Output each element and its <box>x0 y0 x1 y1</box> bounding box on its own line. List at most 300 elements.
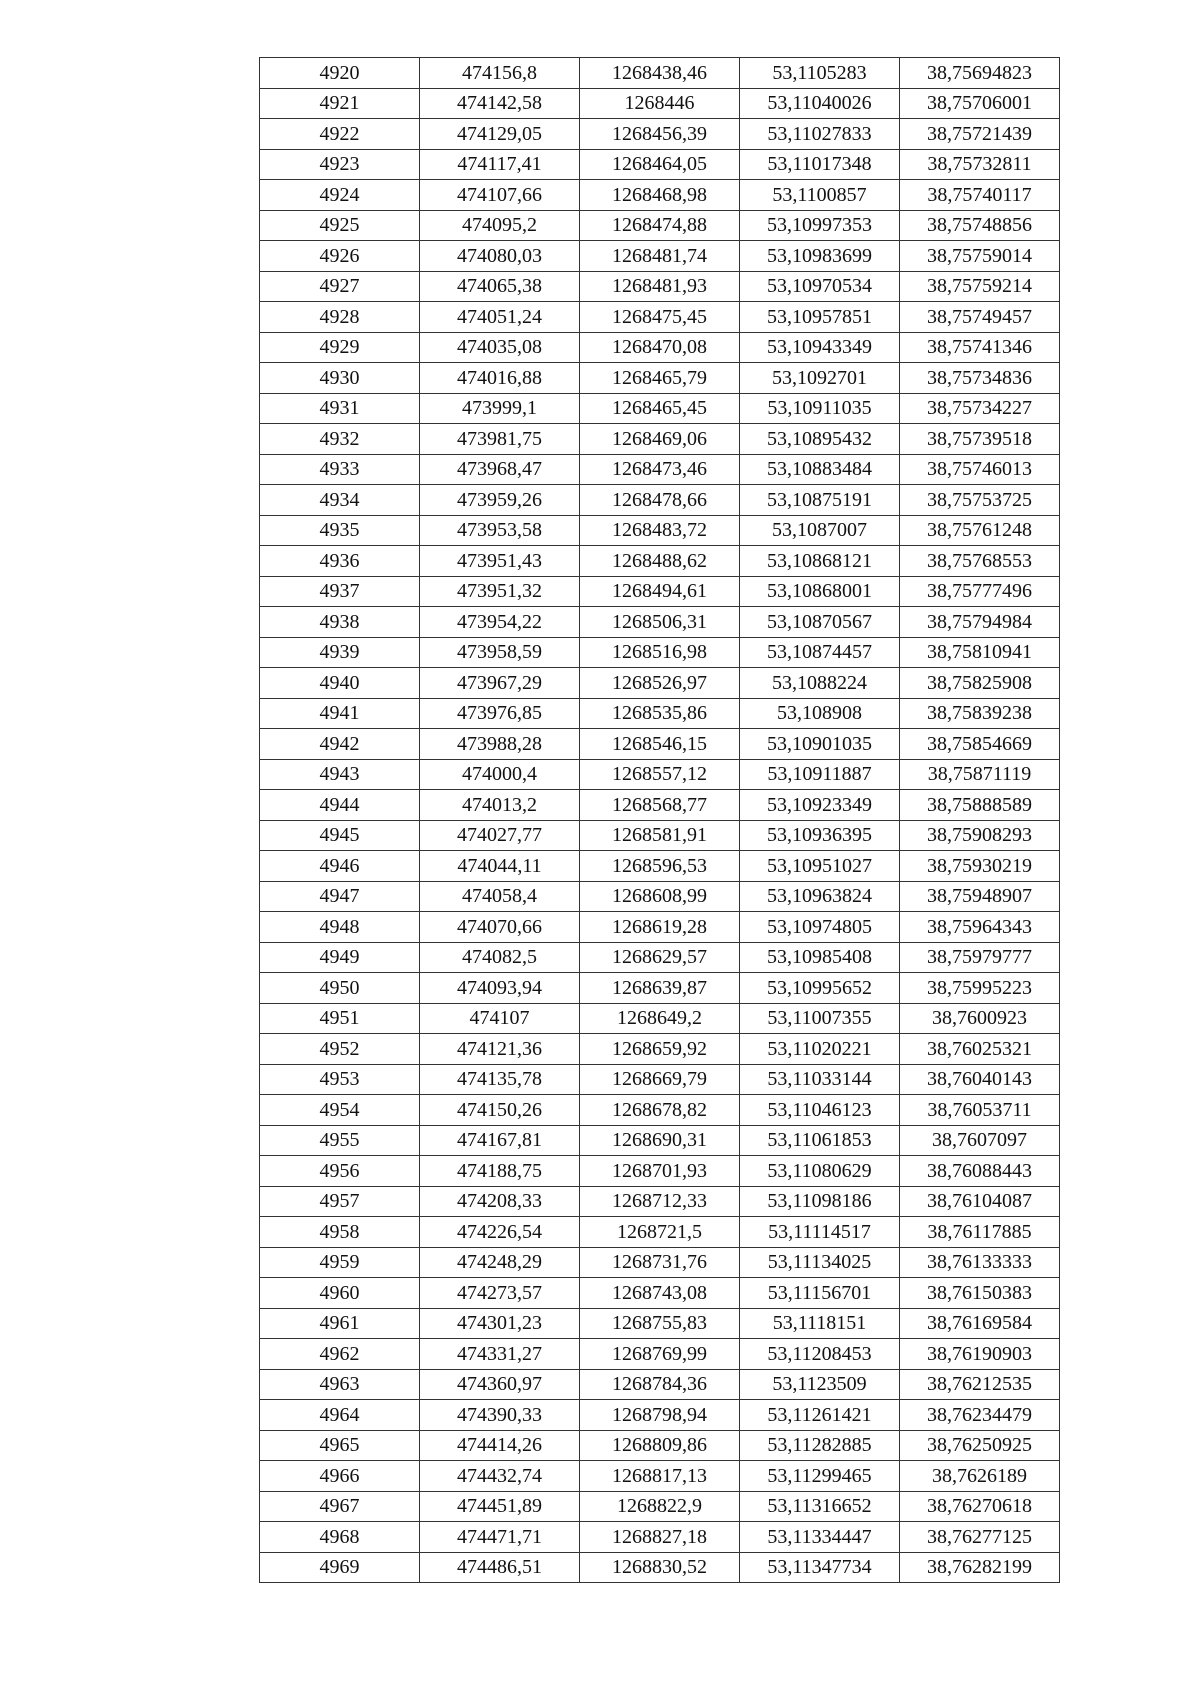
point-number-cell: 4965 <box>260 1430 420 1461</box>
y-coordinate-cell: 1268619,28 <box>580 912 740 943</box>
point-number-cell: 4944 <box>260 790 420 821</box>
x-coordinate-cell: 474095,2 <box>420 210 580 241</box>
longitude-cell: 38,76190903 <box>900 1339 1060 1370</box>
table-row <box>260 881 1060 912</box>
y-coordinate-cell: 1268568,77 <box>580 790 740 821</box>
x-coordinate-cell: 474082,5 <box>420 942 580 973</box>
x-coordinate-cell: 474414,26 <box>420 1430 580 1461</box>
x-coordinate-cell: 473954,22 <box>420 607 580 638</box>
y-coordinate-cell: 1268456,39 <box>580 119 740 150</box>
y-coordinate-cell: 1268784,36 <box>580 1369 740 1400</box>
latitude-cell: 53,10870567 <box>740 607 900 638</box>
y-coordinate-cell: 1268474,88 <box>580 210 740 241</box>
x-coordinate-cell: 473951,43 <box>420 546 580 577</box>
table-row <box>260 332 1060 363</box>
latitude-cell: 53,11046123 <box>740 1095 900 1126</box>
x-coordinate-cell: 474013,2 <box>420 790 580 821</box>
y-coordinate-cell: 1268822,9 <box>580 1491 740 1522</box>
y-coordinate-cell: 1268469,06 <box>580 424 740 455</box>
coordinates-table <box>259 57 1060 1583</box>
x-coordinate-cell: 474208,33 <box>420 1186 580 1217</box>
x-coordinate-cell: 474135,78 <box>420 1064 580 1095</box>
longitude-cell: 38,76282199 <box>900 1552 1060 1583</box>
y-coordinate-cell: 1268731,76 <box>580 1247 740 1278</box>
point-number-cell: 4925 <box>260 210 420 241</box>
table-row <box>260 1278 1060 1309</box>
y-coordinate-cell: 1268488,62 <box>580 546 740 577</box>
latitude-cell: 53,10911035 <box>740 393 900 424</box>
x-coordinate-cell: 474142,58 <box>420 88 580 119</box>
point-number-cell: 4945 <box>260 820 420 851</box>
table-row <box>260 424 1060 455</box>
longitude-cell: 38,75721439 <box>900 119 1060 150</box>
longitude-cell: 38,76088443 <box>900 1156 1060 1187</box>
table-row <box>260 1552 1060 1583</box>
longitude-cell: 38,76150383 <box>900 1278 1060 1309</box>
latitude-cell: 53,11061853 <box>740 1125 900 1156</box>
latitude-cell: 53,1092701 <box>740 363 900 394</box>
point-number-cell: 4951 <box>260 1003 420 1034</box>
longitude-cell: 38,75732811 <box>900 149 1060 180</box>
longitude-cell: 38,75888589 <box>900 790 1060 821</box>
longitude-cell: 38,75854669 <box>900 729 1060 760</box>
table-row <box>260 88 1060 119</box>
y-coordinate-cell: 1268769,99 <box>580 1339 740 1370</box>
y-coordinate-cell: 1268830,52 <box>580 1552 740 1583</box>
point-number-cell: 4929 <box>260 332 420 363</box>
table-row <box>260 485 1060 516</box>
table-row <box>260 1339 1060 1370</box>
latitude-cell: 53,10868001 <box>740 576 900 607</box>
longitude-cell: 38,76250925 <box>900 1430 1060 1461</box>
point-number-cell: 4962 <box>260 1339 420 1370</box>
longitude-cell: 38,75734227 <box>900 393 1060 424</box>
point-number-cell: 4931 <box>260 393 420 424</box>
latitude-cell: 53,11007355 <box>740 1003 900 1034</box>
latitude-cell: 53,10943349 <box>740 332 900 363</box>
x-coordinate-cell: 474156,8 <box>420 58 580 89</box>
latitude-cell: 53,11208453 <box>740 1339 900 1370</box>
point-number-cell: 4966 <box>260 1461 420 1492</box>
table-row <box>260 851 1060 882</box>
latitude-cell: 53,11347734 <box>740 1552 900 1583</box>
x-coordinate-cell: 474432,74 <box>420 1461 580 1492</box>
y-coordinate-cell: 1268465,45 <box>580 393 740 424</box>
latitude-cell: 53,10995652 <box>740 973 900 1004</box>
x-coordinate-cell: 474107,66 <box>420 180 580 211</box>
latitude-cell: 53,11261421 <box>740 1400 900 1431</box>
longitude-cell: 38,75964343 <box>900 912 1060 943</box>
table-row <box>260 454 1060 485</box>
table-row <box>260 1491 1060 1522</box>
table-row <box>260 668 1060 699</box>
longitude-cell: 38,75979777 <box>900 942 1060 973</box>
longitude-cell: 38,7607097 <box>900 1125 1060 1156</box>
x-coordinate-cell: 474016,88 <box>420 363 580 394</box>
point-number-cell: 4949 <box>260 942 420 973</box>
latitude-cell: 53,1087007 <box>740 515 900 546</box>
latitude-cell: 53,10957851 <box>740 302 900 333</box>
point-number-cell: 4927 <box>260 271 420 302</box>
y-coordinate-cell: 1268546,15 <box>580 729 740 760</box>
table-row <box>260 607 1060 638</box>
y-coordinate-cell: 1268506,31 <box>580 607 740 638</box>
table-row <box>260 1247 1060 1278</box>
y-coordinate-cell: 1268494,61 <box>580 576 740 607</box>
longitude-cell: 38,76053711 <box>900 1095 1060 1126</box>
table-row <box>260 698 1060 729</box>
x-coordinate-cell: 474117,41 <box>420 149 580 180</box>
x-coordinate-cell: 474121,36 <box>420 1034 580 1065</box>
y-coordinate-cell: 1268478,66 <box>580 485 740 516</box>
longitude-cell: 38,75759014 <box>900 241 1060 272</box>
latitude-cell: 53,11080629 <box>740 1156 900 1187</box>
longitude-cell: 38,75839238 <box>900 698 1060 729</box>
latitude-cell: 53,10985408 <box>740 942 900 973</box>
y-coordinate-cell: 1268743,08 <box>580 1278 740 1309</box>
table-row <box>260 210 1060 241</box>
point-number-cell: 4939 <box>260 637 420 668</box>
point-number-cell: 4957 <box>260 1186 420 1217</box>
y-coordinate-cell: 1268809,86 <box>580 1430 740 1461</box>
point-number-cell: 4935 <box>260 515 420 546</box>
table-row <box>260 759 1060 790</box>
latitude-cell: 53,11040026 <box>740 88 900 119</box>
table-row <box>260 576 1060 607</box>
y-coordinate-cell: 1268446 <box>580 88 740 119</box>
x-coordinate-cell: 474027,77 <box>420 820 580 851</box>
latitude-cell: 53,11020221 <box>740 1034 900 1065</box>
y-coordinate-cell: 1268669,79 <box>580 1064 740 1095</box>
x-coordinate-cell: 473976,85 <box>420 698 580 729</box>
x-coordinate-cell: 474035,08 <box>420 332 580 363</box>
y-coordinate-cell: 1268798,94 <box>580 1400 740 1431</box>
latitude-cell: 53,11316652 <box>740 1491 900 1522</box>
x-coordinate-cell: 474188,75 <box>420 1156 580 1187</box>
longitude-cell: 38,75995223 <box>900 973 1060 1004</box>
x-coordinate-cell: 474486,51 <box>420 1552 580 1583</box>
point-number-cell: 4928 <box>260 302 420 333</box>
point-number-cell: 4932 <box>260 424 420 455</box>
longitude-cell: 38,7626189 <box>900 1461 1060 1492</box>
table-row <box>260 637 1060 668</box>
point-number-cell: 4950 <box>260 973 420 1004</box>
longitude-cell: 38,75794984 <box>900 607 1060 638</box>
y-coordinate-cell: 1268470,08 <box>580 332 740 363</box>
point-number-cell: 4947 <box>260 881 420 912</box>
point-number-cell: 4936 <box>260 546 420 577</box>
table-row <box>260 1186 1060 1217</box>
longitude-cell: 38,75753725 <box>900 485 1060 516</box>
point-number-cell: 4960 <box>260 1278 420 1309</box>
y-coordinate-cell: 1268468,98 <box>580 180 740 211</box>
x-coordinate-cell: 474044,11 <box>420 851 580 882</box>
table-row <box>260 1125 1060 1156</box>
y-coordinate-cell: 1268473,46 <box>580 454 740 485</box>
table-row <box>260 1156 1060 1187</box>
x-coordinate-cell: 473967,29 <box>420 668 580 699</box>
longitude-cell: 38,75706001 <box>900 88 1060 119</box>
longitude-cell: 38,75930219 <box>900 851 1060 882</box>
point-number-cell: 4964 <box>260 1400 420 1431</box>
y-coordinate-cell: 1268827,18 <box>580 1522 740 1553</box>
latitude-cell: 53,10970534 <box>740 271 900 302</box>
table-row <box>260 1430 1060 1461</box>
table-row <box>260 790 1060 821</box>
point-number-cell: 4941 <box>260 698 420 729</box>
y-coordinate-cell: 1268659,92 <box>580 1034 740 1065</box>
point-number-cell: 4933 <box>260 454 420 485</box>
longitude-cell: 38,75777496 <box>900 576 1060 607</box>
point-number-cell: 4948 <box>260 912 420 943</box>
table-row <box>260 1461 1060 1492</box>
x-coordinate-cell: 473999,1 <box>420 393 580 424</box>
point-number-cell: 4922 <box>260 119 420 150</box>
y-coordinate-cell: 1268535,86 <box>580 698 740 729</box>
x-coordinate-cell: 473959,26 <box>420 485 580 516</box>
x-coordinate-cell: 474129,05 <box>420 119 580 150</box>
longitude-cell: 38,75734836 <box>900 363 1060 394</box>
y-coordinate-cell: 1268701,93 <box>580 1156 740 1187</box>
latitude-cell: 53,11114517 <box>740 1217 900 1248</box>
y-coordinate-cell: 1268690,31 <box>580 1125 740 1156</box>
table-row <box>260 515 1060 546</box>
x-coordinate-cell: 474080,03 <box>420 241 580 272</box>
table-row <box>260 1034 1060 1065</box>
point-number-cell: 4946 <box>260 851 420 882</box>
latitude-cell: 53,10868121 <box>740 546 900 577</box>
longitude-cell: 38,76040143 <box>900 1064 1060 1095</box>
longitude-cell: 38,75740117 <box>900 180 1060 211</box>
latitude-cell: 53,11134025 <box>740 1247 900 1278</box>
y-coordinate-cell: 1268639,87 <box>580 973 740 1004</box>
table-row <box>260 1095 1060 1126</box>
latitude-cell: 53,11282885 <box>740 1430 900 1461</box>
point-number-cell: 4958 <box>260 1217 420 1248</box>
table-row <box>260 1522 1060 1553</box>
x-coordinate-cell: 474360,97 <box>420 1369 580 1400</box>
longitude-cell: 38,76117885 <box>900 1217 1060 1248</box>
longitude-cell: 38,76270618 <box>900 1491 1060 1522</box>
x-coordinate-cell: 474107 <box>420 1003 580 1034</box>
y-coordinate-cell: 1268438,46 <box>580 58 740 89</box>
x-coordinate-cell: 474451,89 <box>420 1491 580 1522</box>
longitude-cell: 38,75746013 <box>900 454 1060 485</box>
x-coordinate-cell: 474301,23 <box>420 1308 580 1339</box>
point-number-cell: 4956 <box>260 1156 420 1187</box>
y-coordinate-cell: 1268516,98 <box>580 637 740 668</box>
x-coordinate-cell: 474226,54 <box>420 1217 580 1248</box>
table-row <box>260 546 1060 577</box>
x-coordinate-cell: 474070,66 <box>420 912 580 943</box>
point-number-cell: 4961 <box>260 1308 420 1339</box>
latitude-cell: 53,1100857 <box>740 180 900 211</box>
latitude-cell: 53,10901035 <box>740 729 900 760</box>
longitude-cell: 38,76025321 <box>900 1034 1060 1065</box>
latitude-cell: 53,10983699 <box>740 241 900 272</box>
longitude-cell: 38,76169584 <box>900 1308 1060 1339</box>
latitude-cell: 53,10883484 <box>740 454 900 485</box>
x-coordinate-cell: 474150,26 <box>420 1095 580 1126</box>
latitude-cell: 53,11033144 <box>740 1064 900 1095</box>
point-number-cell: 4963 <box>260 1369 420 1400</box>
table-row <box>260 942 1060 973</box>
longitude-cell: 38,75768553 <box>900 546 1060 577</box>
point-number-cell: 4924 <box>260 180 420 211</box>
longitude-cell: 38,75749457 <box>900 302 1060 333</box>
table-row <box>260 149 1060 180</box>
longitude-cell: 38,75761248 <box>900 515 1060 546</box>
latitude-cell: 53,10923349 <box>740 790 900 821</box>
point-number-cell: 4942 <box>260 729 420 760</box>
table-row <box>260 58 1060 89</box>
table-row <box>260 912 1060 943</box>
table-row <box>260 302 1060 333</box>
latitude-cell: 53,1088224 <box>740 668 900 699</box>
point-number-cell: 4954 <box>260 1095 420 1126</box>
point-number-cell: 4937 <box>260 576 420 607</box>
x-coordinate-cell: 474000,4 <box>420 759 580 790</box>
table-row <box>260 973 1060 1004</box>
longitude-cell: 38,7600923 <box>900 1003 1060 1034</box>
x-coordinate-cell: 474058,4 <box>420 881 580 912</box>
y-coordinate-cell: 1268483,72 <box>580 515 740 546</box>
latitude-cell: 53,1118151 <box>740 1308 900 1339</box>
table-row <box>260 820 1060 851</box>
longitude-cell: 38,75759214 <box>900 271 1060 302</box>
y-coordinate-cell: 1268481,93 <box>580 271 740 302</box>
table-row <box>260 241 1060 272</box>
point-number-cell: 4940 <box>260 668 420 699</box>
point-number-cell: 4920 <box>260 58 420 89</box>
y-coordinate-cell: 1268481,74 <box>580 241 740 272</box>
x-coordinate-cell: 473951,32 <box>420 576 580 607</box>
latitude-cell: 53,10951027 <box>740 851 900 882</box>
longitude-cell: 38,76277125 <box>900 1522 1060 1553</box>
y-coordinate-cell: 1268557,12 <box>580 759 740 790</box>
x-coordinate-cell: 474273,57 <box>420 1278 580 1309</box>
point-number-cell: 4969 <box>260 1552 420 1583</box>
point-number-cell: 4968 <box>260 1522 420 1553</box>
y-coordinate-cell: 1268649,2 <box>580 1003 740 1034</box>
point-number-cell: 4959 <box>260 1247 420 1278</box>
x-coordinate-cell: 474051,24 <box>420 302 580 333</box>
table-row <box>260 1217 1060 1248</box>
longitude-cell: 38,75908293 <box>900 820 1060 851</box>
latitude-cell: 53,10911887 <box>740 759 900 790</box>
x-coordinate-cell: 473988,28 <box>420 729 580 760</box>
latitude-cell: 53,10936395 <box>740 820 900 851</box>
longitude-cell: 38,75748856 <box>900 210 1060 241</box>
x-coordinate-cell: 474167,81 <box>420 1125 580 1156</box>
latitude-cell: 53,10895432 <box>740 424 900 455</box>
y-coordinate-cell: 1268526,97 <box>580 668 740 699</box>
longitude-cell: 38,76234479 <box>900 1400 1060 1431</box>
x-coordinate-cell: 473981,75 <box>420 424 580 455</box>
x-coordinate-cell: 474093,94 <box>420 973 580 1004</box>
x-coordinate-cell: 474331,27 <box>420 1339 580 1370</box>
table-row <box>260 393 1060 424</box>
latitude-cell: 53,108908 <box>740 698 900 729</box>
table-row <box>260 1003 1060 1034</box>
longitude-cell: 38,76133333 <box>900 1247 1060 1278</box>
table-row <box>260 1400 1060 1431</box>
point-number-cell: 4952 <box>260 1034 420 1065</box>
table-row <box>260 729 1060 760</box>
latitude-cell: 53,11017348 <box>740 149 900 180</box>
point-number-cell: 4934 <box>260 485 420 516</box>
x-coordinate-cell: 473968,47 <box>420 454 580 485</box>
latitude-cell: 53,11098186 <box>740 1186 900 1217</box>
longitude-cell: 38,75948907 <box>900 881 1060 912</box>
table-row <box>260 363 1060 394</box>
y-coordinate-cell: 1268464,05 <box>580 149 740 180</box>
y-coordinate-cell: 1268817,13 <box>580 1461 740 1492</box>
y-coordinate-cell: 1268755,83 <box>580 1308 740 1339</box>
y-coordinate-cell: 1268465,79 <box>580 363 740 394</box>
x-coordinate-cell: 474065,38 <box>420 271 580 302</box>
point-number-cell: 4930 <box>260 363 420 394</box>
longitude-cell: 38,75741346 <box>900 332 1060 363</box>
latitude-cell: 53,1123509 <box>740 1369 900 1400</box>
longitude-cell: 38,75694823 <box>900 58 1060 89</box>
latitude-cell: 53,11027833 <box>740 119 900 150</box>
y-coordinate-cell: 1268712,33 <box>580 1186 740 1217</box>
point-number-cell: 4955 <box>260 1125 420 1156</box>
y-coordinate-cell: 1268629,57 <box>580 942 740 973</box>
y-coordinate-cell: 1268721,5 <box>580 1217 740 1248</box>
table-row <box>260 119 1060 150</box>
longitude-cell: 38,75739518 <box>900 424 1060 455</box>
table-row <box>260 1308 1060 1339</box>
point-number-cell: 4938 <box>260 607 420 638</box>
y-coordinate-cell: 1268678,82 <box>580 1095 740 1126</box>
point-number-cell: 4926 <box>260 241 420 272</box>
point-number-cell: 4943 <box>260 759 420 790</box>
latitude-cell: 53,11156701 <box>740 1278 900 1309</box>
coordinates-table-body <box>260 58 1060 1583</box>
x-coordinate-cell: 473953,58 <box>420 515 580 546</box>
table-row <box>260 1369 1060 1400</box>
longitude-cell: 38,75871119 <box>900 759 1060 790</box>
x-coordinate-cell: 474471,71 <box>420 1522 580 1553</box>
latitude-cell: 53,10874457 <box>740 637 900 668</box>
latitude-cell: 53,11299465 <box>740 1461 900 1492</box>
y-coordinate-cell: 1268581,91 <box>580 820 740 851</box>
point-number-cell: 4923 <box>260 149 420 180</box>
x-coordinate-cell: 474390,33 <box>420 1400 580 1431</box>
table-row <box>260 1064 1060 1095</box>
y-coordinate-cell: 1268608,99 <box>580 881 740 912</box>
longitude-cell: 38,75825908 <box>900 668 1060 699</box>
x-coordinate-cell: 473958,59 <box>420 637 580 668</box>
latitude-cell: 53,10963824 <box>740 881 900 912</box>
point-number-cell: 4967 <box>260 1491 420 1522</box>
latitude-cell: 53,11334447 <box>740 1522 900 1553</box>
x-coordinate-cell: 474248,29 <box>420 1247 580 1278</box>
point-number-cell: 4921 <box>260 88 420 119</box>
table-row <box>260 180 1060 211</box>
longitude-cell: 38,76212535 <box>900 1369 1060 1400</box>
latitude-cell: 53,10974805 <box>740 912 900 943</box>
y-coordinate-cell: 1268596,53 <box>580 851 740 882</box>
point-number-cell: 4953 <box>260 1064 420 1095</box>
latitude-cell: 53,10997353 <box>740 210 900 241</box>
latitude-cell: 53,10875191 <box>740 485 900 516</box>
latitude-cell: 53,1105283 <box>740 58 900 89</box>
longitude-cell: 38,76104087 <box>900 1186 1060 1217</box>
longitude-cell: 38,75810941 <box>900 637 1060 668</box>
